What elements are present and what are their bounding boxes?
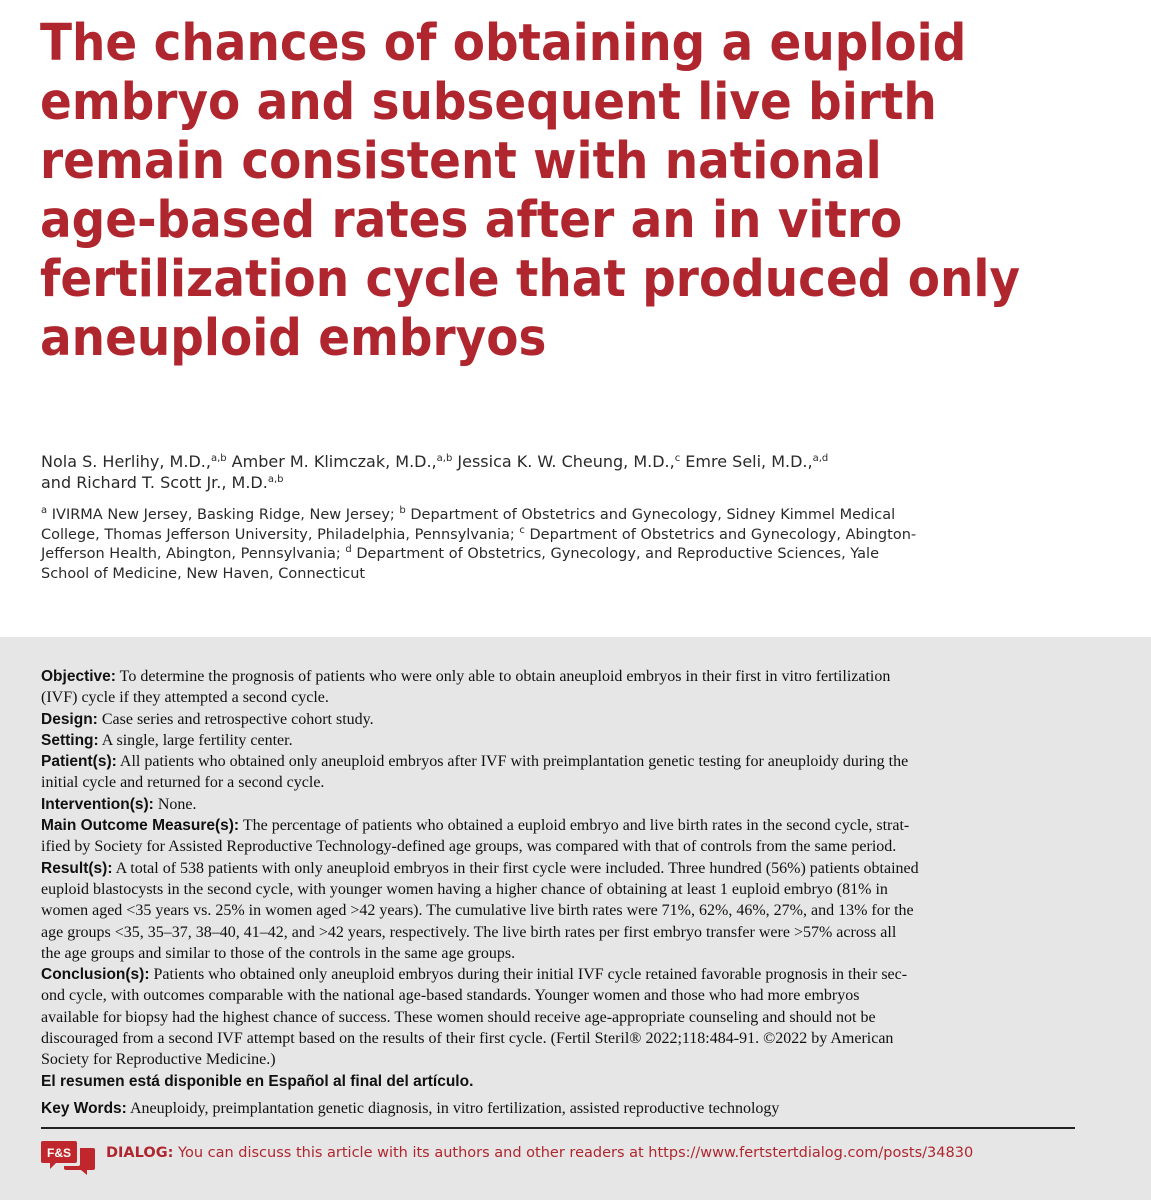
author-line: [41, 451, 1121, 472]
abstract-line: initial cycle and returned for a second cycle.: [41, 774, 325, 792]
spanish-abstract-note: El resumen está disponible en Español al final del artículo.: [41, 1072, 474, 1090]
abstract-line: available for biopsy had the highest chance of success. These women should receive age-appropriate counseling and should not be: [41, 1008, 876, 1026]
affiliation-line: [41, 526, 981, 546]
results-text: A total of 538 patients with only aneuploid embryos in their first cycle were included. Three hundred (56%) patients obtained: [112, 859, 919, 877]
patients-text: All patients who obtained only aneuploid embryos after IVF with preimplantation genetic testing for aneuploidy during the: [116, 753, 909, 771]
affil-sup: b: [399, 505, 406, 516]
abstract-line: euploid blastocysts in the second cycle, with younger women having a higher chance of obtaining at least 1 euploid embryo (81% in: [41, 880, 888, 898]
objective-label: Objective:: [41, 668, 116, 685]
speech-bubble-tail: [50, 1163, 56, 1169]
author-name: Nola S. Herlihy, M.D.,: [41, 452, 211, 471]
title-line: fertilization cycle that produced only: [40, 250, 1021, 309]
intervention-text: None.: [153, 795, 197, 813]
outcome-label: Main Outcome Measure(s):: [41, 817, 240, 835]
abstract-line: age groups <35, 35–37, 38–40, 41–42, and >42 years, respectively. The live birth rates per first embryo transfer were >57% across all: [41, 923, 897, 941]
results-label: Result(s):: [41, 859, 113, 877]
dialog-link[interactable]: You can discuss this article with its authors and other readers at https://www.fertstertdialog.com/posts/34830: [173, 1145, 974, 1161]
abstract-line: ified by Society for Assisted Reproductive Technology-defined age groups, was compared with that of controls from the same period.: [41, 838, 897, 856]
dialog-line: [106, 1145, 973, 1161]
divider: [41, 1127, 1075, 1129]
abstract-line: Society for Reproductive Medicine.): [41, 1051, 276, 1069]
title-line: The chances of obtaining a euploid: [40, 14, 967, 73]
author-list: [41, 451, 1121, 493]
design-text: Case series and retrospective cohort study.: [97, 710, 374, 728]
affiliation-line: [41, 545, 981, 565]
abstract-line: women aged <35 years vs. 25% in women aged >42 years). The cumulative live birth rates were 71%, 62%, 46%, 27%, and 13% for the: [41, 902, 914, 920]
affiliation-text: Department of Obstetrics, Gynecology, and Reproductive Sciences, Yale: [351, 546, 880, 562]
author-affil-sup: a,b: [436, 453, 453, 464]
affiliation-text: IVIRMA New Jersey, Basking Ridge, New Jersey;: [47, 507, 400, 523]
abstract-line: (IVF) cycle if they attempted a second cycle.: [41, 689, 329, 707]
setting-label: Setting:: [41, 731, 99, 749]
conclusion-label: Conclusion(s):: [41, 966, 150, 984]
abstract-line: ond cycle, with outcomes comparable with the national age-based standards. Younger women and those who had more embryos: [41, 987, 860, 1005]
affiliation-text: College, Thomas Jefferson University, Philadelphia, Pennsylvania;: [41, 526, 520, 543]
affiliations: [41, 506, 981, 584]
outcome-text: The percentage of patients who obtained a euploid embryo and live birth rates in the second cycle, strat-: [239, 817, 910, 835]
abstract-line: [41, 815, 1081, 836]
key-words: [41, 1100, 1081, 1118]
fs-dialog-icon: [40, 1140, 96, 1176]
author-line: [41, 472, 1121, 493]
affiliation-line: School of Medicine, New Haven, Connecticut: [41, 565, 366, 582]
conclusion-text: Patients who obtained only aneuploid embryos during their initial IVF cycle retained favorable prognosis in their sec-: [149, 966, 908, 984]
setting-text: A single, large fertility center.: [98, 731, 293, 749]
dialog-label: DIALOG:: [106, 1145, 174, 1161]
abstract-line: [41, 794, 1081, 815]
abstract-line: the age groups and similar to those of the controls in the same age groups.: [41, 944, 516, 962]
title-line: embryo and subsequent live birth: [40, 73, 937, 132]
title-line: age-based rates after an in vitro: [40, 191, 903, 250]
intervention-label: Intervention(s):: [41, 795, 154, 813]
affiliation-line: [41, 506, 981, 526]
affiliation-text: Department of Obstetrics and Gynecology, Sidney Kimmel Medical: [405, 507, 896, 523]
author-name: Amber M. Klimczak, M.D.,: [226, 452, 437, 471]
abstract-line: [41, 964, 1081, 985]
author-affil-sup: a,b: [210, 453, 227, 464]
icon-text: F&S: [47, 1146, 71, 1160]
author-affil-sup: c: [674, 453, 681, 464]
title-line: remain consistent with national: [40, 132, 882, 191]
abstract-line: [41, 751, 1081, 772]
key-words-text: Aneuploidy, preimplantation genetic diagnosis, in vitro fertilization, assisted reproductive technology: [126, 1100, 780, 1117]
design-label: Design:: [41, 710, 98, 728]
affiliation-text: Department of Obstetrics and Gynecology, Abington-: [524, 526, 917, 543]
abstract-line: [41, 730, 1081, 751]
title-line: aneuploid embryos: [40, 309, 547, 368]
author-name: and Richard T. Scott Jr., M.D.: [41, 473, 268, 492]
affil-sup: a: [41, 505, 48, 516]
abstract-line: [41, 858, 1081, 879]
key-words-label: Key Words:: [41, 1100, 127, 1117]
affil-sup: d: [345, 544, 352, 555]
author-affil-sup: a,d: [812, 453, 829, 464]
author-name: Jessica K. W. Cheung, M.D.,: [452, 452, 675, 471]
objective-text: To determine the prognosis of patients who were only able to obtain aneuploid embryos in their first in vitro fertilization: [115, 668, 891, 685]
article-title: [40, 14, 1034, 368]
author-name: Emre Seli, M.D.,: [680, 452, 813, 471]
abstract-line: [41, 666, 1081, 687]
author-affil-sup: a,b: [267, 474, 284, 485]
abstract-line: [41, 709, 1081, 730]
patients-label: Patient(s):: [41, 753, 117, 771]
abstract: [41, 666, 1081, 1092]
abstract-line: discouraged from a second IVF attempt based on the results of their first cycle. (Fertil Steril® 2022;118:484-91. ©2022 by American: [41, 1030, 894, 1048]
affil-sup: c: [519, 524, 525, 536]
affiliation-text: Jefferson Health, Abington, Pennsylvania;: [41, 546, 346, 562]
